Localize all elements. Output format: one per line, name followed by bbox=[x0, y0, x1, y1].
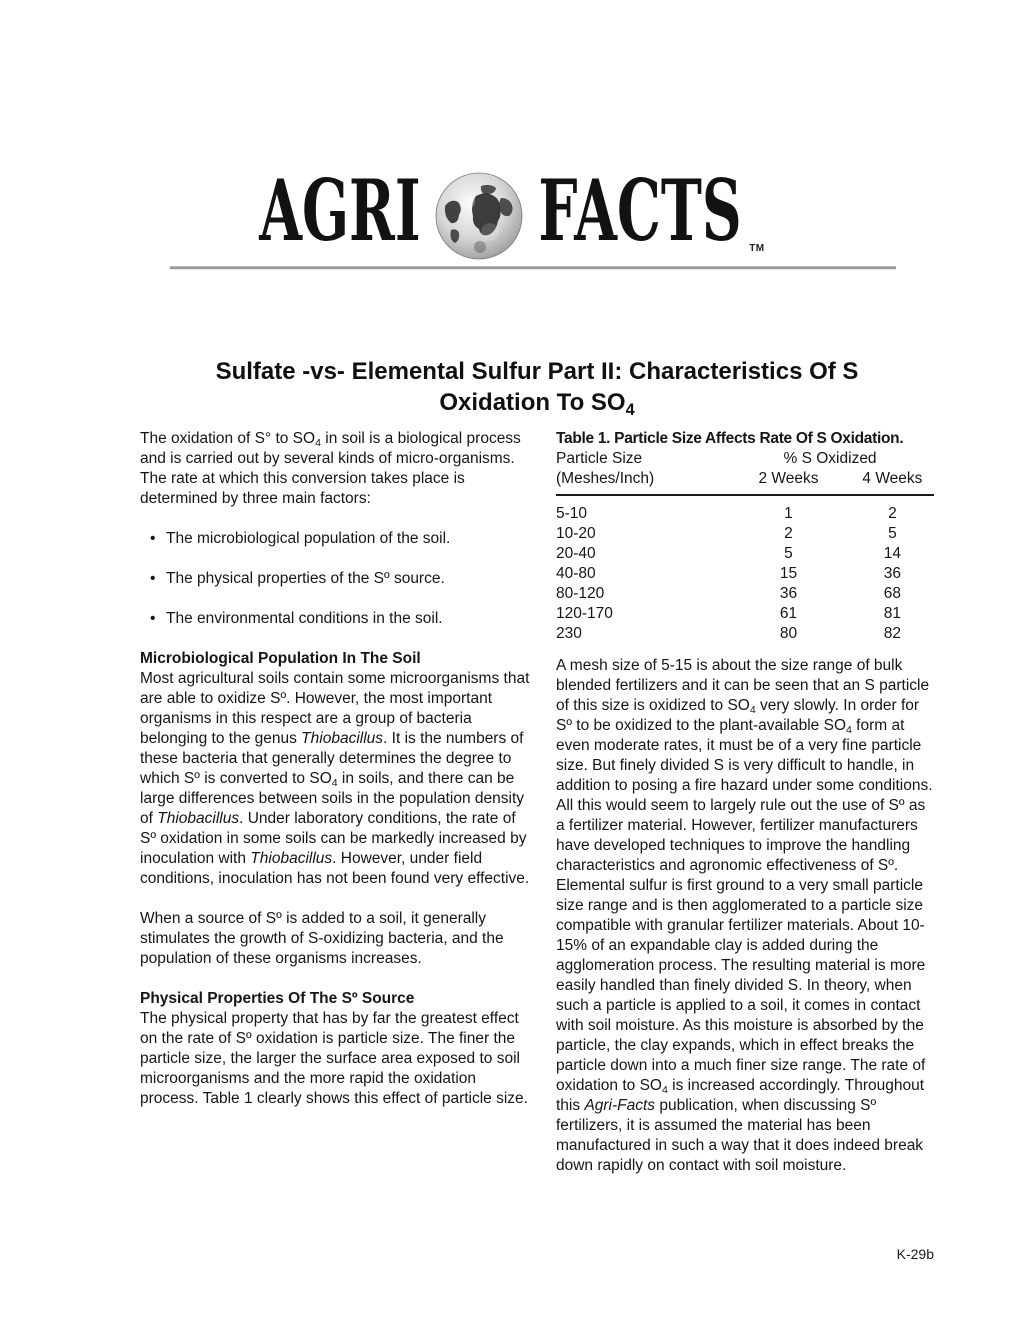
cell-2-weeks: 15 bbox=[779, 565, 798, 582]
cell-2-weeks: 2 bbox=[784, 525, 793, 542]
factors-list bbox=[140, 529, 532, 629]
list-item-text: The physical properties of the Sº source. bbox=[166, 570, 445, 587]
cell-4-weeks: 82 bbox=[883, 625, 902, 642]
masthead-rule bbox=[170, 266, 896, 270]
particle-size-table bbox=[556, 449, 934, 644]
page-title-line2: Oxidation To $SO_4$ bbox=[439, 389, 635, 419]
masthead-logo bbox=[0, 161, 1020, 262]
cell-2-weeks: 5 bbox=[784, 545, 793, 562]
list-item bbox=[140, 569, 532, 589]
cell-2-weeks: 1 bbox=[784, 505, 793, 522]
page-title-line1: Sulfate -vs- Elemental Sulfur Part II: Characteristics Of S bbox=[215, 358, 859, 385]
logo-word-agri: AGRI bbox=[259, 161, 421, 261]
cell-particle-size: 5-10 bbox=[556, 505, 588, 522]
column-header-2-weeks: 2 Weeks bbox=[726, 469, 851, 495]
table-row bbox=[556, 564, 934, 584]
column-subheader-meshes: (Meshes/Inch) bbox=[556, 469, 726, 495]
column-group-header-oxidized: % S Oxidized bbox=[783, 450, 877, 467]
microbiological-paragraph: Most agricultural soils contain some microorganisms that are able to oxidize Sº. However, the most important organisms in this respect are a group of bacteria belonging to the genus Thiobacillus. It is the numbers of these bacteria that generally determines the degree to which Sº is converted to SO4 in soils, and there can be large differences between soils in the population density of Thiobacillus. Under laboratory conditions, the rate of Sº oxidation in some soils can be markedly increased by inoculation with Thiobacillus. However, under field conditions, inoculation has not been found very effective. bbox=[140, 670, 530, 887]
table-row bbox=[556, 495, 934, 524]
cell-4-weeks: 36 bbox=[883, 565, 902, 582]
cell-4-weeks: 2 bbox=[888, 505, 897, 522]
bullet-icon: • bbox=[150, 570, 156, 587]
table-row bbox=[556, 624, 934, 644]
trademark-mark: TM bbox=[749, 243, 765, 254]
cell-2-weeks: 80 bbox=[779, 625, 798, 642]
left-column bbox=[140, 429, 532, 1196]
page-title bbox=[140, 356, 934, 418]
logo-word-facts: FACTS bbox=[538, 161, 742, 261]
section-heading-microbiological: Microbiological Population In The Soil bbox=[140, 650, 421, 667]
cell-particle-size: 120-170 bbox=[556, 605, 613, 622]
bullet-icon: • bbox=[150, 610, 156, 627]
column-header-4-weeks: 4 Weeks bbox=[851, 469, 934, 495]
right-column bbox=[556, 429, 934, 1196]
bullet-icon: • bbox=[150, 530, 156, 547]
table-row bbox=[556, 604, 934, 624]
table-row bbox=[556, 584, 934, 604]
table-header bbox=[556, 449, 934, 495]
cell-4-weeks: 81 bbox=[883, 605, 902, 622]
source-added-paragraph: When a source of Sº is added to a soil, it generally stimulates the growth of S-oxidizing bacteria, and the population of these organisms increases. bbox=[140, 910, 504, 967]
intro-paragraph: The oxidation of S° to SO4 in soil is a biological process and is carried out by several kinds of micro-organisms. The rate at which this conversion takes place is determined by three main factors: bbox=[140, 430, 521, 507]
page-code: K-29b bbox=[896, 1246, 934, 1262]
mesh-size-paragraph: A mesh size of 5-15 is about the size range of bulk blended fertilizers and it can be seen that an S particle of this size is oxidized to SO4 very slowly. In order for Sº to be oxidized to the plant-available SO4 form at even moderate rates, it must be of a very fine particle size. But finely divided S is very difficult to handle, in addition to posing a fire hazard under some conditions. All this would seem to largely rule out the use of Sº as a fertilizer material. However, fertilizer manufacturers have developed techniques to improve the handling characteristics and agronomic effectiveness of Sº. Elemental sulfur is first ground to a very small particle size range and is then agglomerated to a particle size compatible with granular fertilizer materials. About 10-15% of an expandable clay is added during the agglomeration process. The resulting material is more easily handled than finely divided S. In theory, when such a particle is applied to a soil, it comes in contact with soil moisture. As this moisture is absorbed by the particle, the clay expands, which in effect breaks the particle down into a much finer size range. The rate of oxidation to SO4 is increased accordingly. Throughout this Agri-Facts publication, when discussing Sº fertilizers, it is assumed the material has been manufactured in such a way that it does indeed break down rapidly on contact with soil moisture. bbox=[556, 657, 933, 1174]
table-title: Table 1. Particle Size Affects Rate Of S Oxidation. bbox=[556, 430, 904, 447]
table-row bbox=[556, 524, 934, 544]
body-columns bbox=[140, 429, 934, 1196]
physical-properties-paragraph: The physical property that has by far the greatest effect on the rate of Sº oxidation is particle size. The finer the particle size, the larger the surface area exposed to soil microorganisms and the more rapid the oxidation process. Table 1 clearly shows this effect of particle size. bbox=[140, 1010, 528, 1107]
cell-particle-size: 20-40 bbox=[556, 545, 596, 562]
cell-particle-size: 10-20 bbox=[556, 525, 596, 542]
footer bbox=[140, 1246, 934, 1262]
globe-icon bbox=[435, 172, 523, 260]
cell-particle-size: 230 bbox=[556, 625, 582, 642]
table-row bbox=[556, 544, 934, 564]
cell-particle-size: 40-80 bbox=[556, 565, 596, 582]
list-item bbox=[140, 529, 532, 549]
cell-4-weeks: 14 bbox=[883, 545, 902, 562]
list-item-text: The microbiological population of the soil. bbox=[166, 530, 451, 547]
cell-particle-size: 80-120 bbox=[556, 585, 605, 602]
column-header-particle-size: Particle Size bbox=[556, 450, 643, 467]
list-item-text: The environmental conditions in the soil. bbox=[166, 610, 443, 627]
list-item bbox=[140, 609, 532, 629]
table-body bbox=[556, 495, 934, 644]
section-heading-physical: Physical Properties Of The Sº Source bbox=[140, 990, 415, 1007]
cell-4-weeks: 68 bbox=[883, 585, 902, 602]
cell-2-weeks: 36 bbox=[779, 585, 798, 602]
cell-4-weeks: 5 bbox=[888, 525, 897, 542]
cell-2-weeks: 61 bbox=[779, 605, 798, 622]
